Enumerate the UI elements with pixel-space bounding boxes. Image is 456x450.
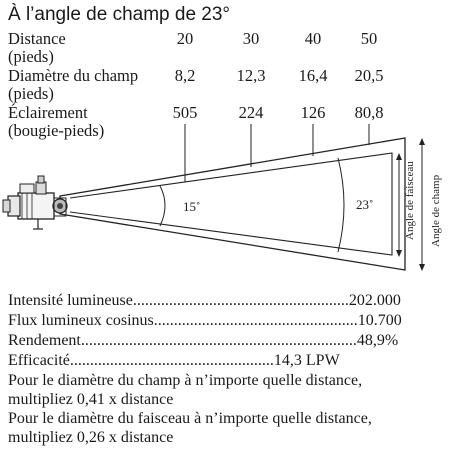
field-diameter-label: Diamètre du champ <box>8 66 139 85</box>
field-diameter-note-line2: multipliez 0,41 x distance <box>8 391 174 408</box>
field-angle-label: 23˚ <box>356 197 374 212</box>
beam-dimension-arrow-up <box>396 153 402 160</box>
spec-row-luminous-intensity <box>8 291 401 310</box>
beam-angle-side-label: Angle de faisceau <box>404 161 416 240</box>
spec-row-luminous-flux <box>8 311 402 330</box>
spec-row-efficiency <box>8 331 398 350</box>
spec-label: Flux lumineux cosinus <box>8 312 154 329</box>
field-diameter-value: 8,2 <box>174 66 196 85</box>
spec-value: 48,9% <box>356 332 399 349</box>
field-diameter-value: 20,5 <box>354 66 384 85</box>
distance-value: 30 <box>242 29 260 48</box>
spec-leader: ................................................... <box>69 352 274 369</box>
distance-value: 40 <box>304 29 322 48</box>
field-diameter-unit-label: (pieds) <box>8 84 54 103</box>
illuminance-value: 505 <box>172 103 198 122</box>
beam-dimension-arrow-down <box>396 250 402 257</box>
illuminance-value: 224 <box>238 103 264 122</box>
distance-value: 20 <box>176 29 194 48</box>
spec-value: 10.700 <box>357 312 402 329</box>
spec-value: 14,3 LPW <box>273 352 340 369</box>
spec-label: Rendement <box>8 332 81 349</box>
distance-value: 50 <box>360 29 378 48</box>
spec-label: Efficacité <box>8 352 70 369</box>
field-angle-arc <box>338 158 344 252</box>
beam-angle-label: 15˚ <box>183 199 201 214</box>
distance-unit-label: (pieds) <box>8 47 54 66</box>
beam-diameter-note-line2: multipliez 0,26 x distance <box>8 429 174 446</box>
field-diameter-value: 16,4 <box>298 66 328 85</box>
illuminance-value: 80,8 <box>354 103 384 122</box>
distance-label: Distance <box>8 29 66 48</box>
spec-row-efficacy <box>8 351 340 370</box>
illuminance-label: Éclairement <box>8 103 88 122</box>
illuminance-value: 126 <box>300 103 326 122</box>
field-dimension-arrow-down <box>419 264 425 271</box>
spec-label: Intensité lumineuse <box>8 292 133 309</box>
beam-angle-arc <box>160 186 165 226</box>
illuminance-unit-label: (bougie-pieds) <box>8 121 105 140</box>
field-angle-side-label: Angle de champ <box>430 174 442 247</box>
field-dimension-arrow-up <box>419 138 425 145</box>
page-title: À l’angle de champ de 23° <box>8 4 231 25</box>
spec-value: 202.000 <box>348 292 401 309</box>
field-diameter-value: 12,3 <box>236 66 266 85</box>
field-diameter-note-line1: Pour le diamètre du champ à n’importe quelle distance, <box>8 372 363 389</box>
spec-leader: ..................................................................... <box>80 332 357 349</box>
spotlight-icon <box>3 176 67 229</box>
spec-leader: ...................................................... <box>132 292 349 309</box>
spec-leader: ................................................... <box>153 312 358 329</box>
beam-diameter-note-line1: Pour le diamètre du faisceau à n’importe quelle distance, <box>8 410 372 427</box>
